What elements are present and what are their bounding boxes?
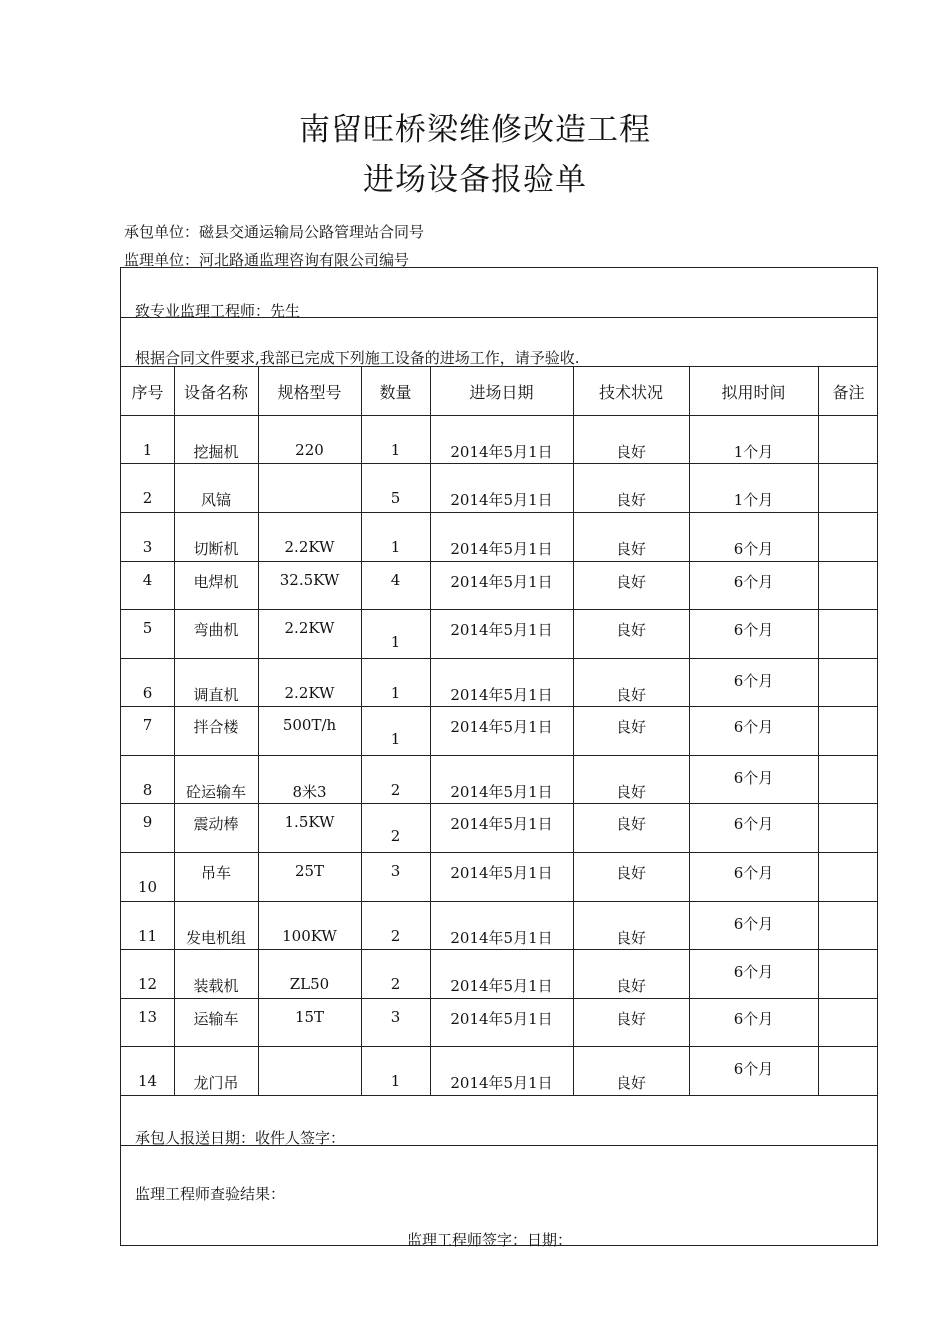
- cell-entry-date: 2014年5月1日: [450, 1010, 553, 1028]
- cell-spec: 100KW: [282, 927, 337, 945]
- cell-usage-period: 1个月: [733, 443, 774, 461]
- row-divider: [121, 1145, 877, 1146]
- cell-condition: 良好: [615, 491, 646, 509]
- cell-usage-period: 6个月: [733, 1060, 774, 1078]
- engineer-signature-line: 监理工程师签字：日期：: [407, 1231, 573, 1249]
- row-divider: [121, 998, 877, 999]
- cell-quantity: 5: [390, 489, 401, 507]
- cell-condition: 良好: [615, 977, 646, 995]
- cell-condition: 良好: [615, 443, 646, 461]
- column-header: 规格型号: [277, 383, 342, 402]
- cell-seq: 11: [137, 927, 158, 945]
- cell-equipment-name: 切断机: [193, 540, 239, 558]
- cell-entry-date: 2014年5月1日: [450, 718, 553, 736]
- row-divider: [121, 658, 877, 659]
- cell-entry-date: 2014年5月1日: [450, 491, 553, 509]
- cell-entry-date: 2014年5月1日: [450, 621, 553, 639]
- row-divider: [121, 755, 877, 756]
- cell-condition: 良好: [615, 1010, 646, 1028]
- submit-line: 承包人报送日期：收件人签字：: [135, 1129, 346, 1147]
- cell-equipment-name: 弯曲机: [193, 621, 239, 639]
- cell-condition: 良好: [615, 621, 646, 639]
- cell-equipment-name: 吊车: [200, 864, 231, 882]
- cell-usage-period: 6个月: [733, 718, 774, 736]
- column-divider: [818, 366, 819, 1095]
- cell-spec: ZL50: [289, 975, 330, 993]
- cell-usage-period: 6个月: [733, 621, 774, 639]
- cell-quantity: 2: [390, 827, 401, 845]
- cell-spec: 220: [295, 441, 324, 459]
- row-divider: [121, 949, 877, 950]
- cell-entry-date: 2014年5月1日: [450, 1074, 553, 1092]
- cell-equipment-name: 龙门吊: [193, 1074, 239, 1092]
- cell-condition: 良好: [615, 929, 646, 947]
- cell-usage-period: 6个月: [733, 769, 774, 787]
- cell-seq: 5: [142, 619, 153, 637]
- cell-quantity: 1: [390, 441, 401, 459]
- cell-spec: 2.2KW: [284, 684, 335, 702]
- cell-entry-date: 2014年5月1日: [450, 783, 553, 801]
- cell-seq: 9: [142, 813, 153, 831]
- cell-condition: 良好: [615, 573, 646, 591]
- cell-equipment-name: 砼运输车: [185, 783, 246, 801]
- row-divider: [121, 901, 877, 902]
- cell-seq: 2: [142, 489, 153, 507]
- cell-condition: 良好: [615, 864, 646, 882]
- cell-quantity: 1: [390, 730, 401, 748]
- equipment-form: [120, 267, 878, 1249]
- document-subtitle: 进场设备报验单: [363, 162, 587, 198]
- cell-spec: 25T: [294, 862, 325, 880]
- contractor-line: 承包单位：磁县交通运输局公路管理站合同号: [124, 223, 425, 241]
- intro-text: 根据合同文件要求,我部已完成下列施工设备的进场工作，请予验收.: [135, 349, 580, 367]
- column-header: 设备名称: [183, 383, 248, 402]
- cell-condition: 良好: [615, 540, 646, 558]
- cell-quantity: 2: [390, 975, 401, 993]
- cell-spec: 8米3: [292, 783, 327, 801]
- cell-seq: 12: [137, 975, 158, 993]
- to-engineer-line: 致专业监理工程师：先生: [135, 302, 301, 320]
- cell-equipment-name: 风镐: [200, 491, 231, 509]
- cell-seq: 6: [142, 684, 153, 702]
- cell-quantity: 3: [390, 1008, 401, 1026]
- row-divider: [121, 1095, 877, 1096]
- cell-usage-period: 6个月: [733, 864, 774, 882]
- cell-usage-period: 6个月: [733, 540, 774, 558]
- cell-condition: 良好: [615, 718, 646, 736]
- cell-condition: 良好: [615, 815, 646, 833]
- supervisor-line: 监理单位：河北路通监理咨询有限公司编号: [124, 251, 410, 269]
- row-divider: [121, 852, 877, 853]
- cell-spec: 500T/h: [282, 716, 337, 734]
- cell-condition: 良好: [615, 1074, 646, 1092]
- row-divider: [121, 706, 877, 707]
- cell-spec: 2.2KW: [284, 619, 335, 637]
- cell-entry-date: 2014年5月1日: [450, 686, 553, 704]
- cell-usage-period: 6个月: [733, 1010, 774, 1028]
- cell-entry-date: 2014年5月1日: [450, 929, 553, 947]
- cell-seq: 8: [142, 781, 153, 799]
- column-header: 技术状况: [598, 383, 663, 402]
- column-header: 序号: [131, 383, 164, 402]
- row-divider: [121, 512, 877, 513]
- cell-usage-period: 1个月: [733, 491, 774, 509]
- column-header: 数量: [379, 383, 412, 402]
- cell-equipment-name: 发电机组: [185, 929, 246, 947]
- cell-seq: 1: [142, 441, 153, 459]
- cell-seq: 13: [137, 1008, 158, 1026]
- cell-quantity: 2: [390, 781, 401, 799]
- cell-equipment-name: 装载机: [193, 977, 239, 995]
- cell-equipment-name: 调直机: [193, 686, 239, 704]
- cell-usage-period: 6个月: [733, 815, 774, 833]
- cell-quantity: 1: [390, 684, 401, 702]
- cell-equipment-name: 运输车: [193, 1010, 239, 1028]
- cell-quantity: 4: [390, 571, 401, 589]
- cell-quantity: 1: [390, 633, 401, 651]
- cell-quantity: 1: [390, 1072, 401, 1090]
- cell-usage-period: 6个月: [733, 573, 774, 591]
- cell-usage-period: 6个月: [733, 672, 774, 690]
- cell-seq: 10: [137, 878, 158, 896]
- cell-condition: 良好: [615, 783, 646, 801]
- cell-usage-period: 6个月: [733, 963, 774, 981]
- row-divider: [121, 803, 877, 804]
- cell-equipment-name: 挖掘机: [193, 443, 239, 461]
- row-divider: [121, 609, 877, 610]
- cell-entry-date: 2014年5月1日: [450, 573, 553, 591]
- cell-seq: 3: [142, 538, 153, 556]
- cell-seq: 7: [142, 716, 153, 734]
- cell-entry-date: 2014年5月1日: [450, 815, 553, 833]
- row-divider: [121, 1046, 877, 1047]
- cell-equipment-name: 电焊机: [193, 573, 239, 591]
- cell-spec: 2.2KW: [284, 538, 335, 556]
- cell-quantity: 1: [390, 538, 401, 556]
- cell-spec: 15T: [294, 1008, 325, 1026]
- row-divider: [121, 561, 877, 562]
- cell-seq: 14: [137, 1072, 158, 1090]
- cell-usage-period: 6个月: [733, 915, 774, 933]
- row-divider: [121, 317, 877, 318]
- cell-condition: 良好: [615, 686, 646, 704]
- column-header: 进场日期: [469, 383, 534, 402]
- inspection-result-label: 监理工程师查验结果：: [135, 1185, 286, 1203]
- cell-quantity: 2: [390, 927, 401, 945]
- cell-equipment-name: 拌合楼: [193, 718, 239, 736]
- cell-entry-date: 2014年5月1日: [450, 977, 553, 995]
- cell-quantity: 3: [390, 862, 401, 880]
- cell-spec: 1.5KW: [284, 813, 335, 831]
- cell-entry-date: 2014年5月1日: [450, 540, 553, 558]
- cell-entry-date: 2014年5月1日: [450, 864, 553, 882]
- column-header: 拟用时间: [721, 383, 786, 402]
- cell-seq: 4: [142, 571, 153, 589]
- row-divider: [121, 366, 877, 367]
- cell-equipment-name: 震动棒: [193, 815, 239, 833]
- cell-spec: 32.5KW: [279, 571, 340, 589]
- cell-entry-date: 2014年5月1日: [450, 443, 553, 461]
- row-divider: [121, 463, 877, 464]
- row-divider: [121, 415, 877, 416]
- column-header: 备注: [832, 383, 865, 402]
- document-title: 南留旺桥梁维修改造工程: [299, 112, 651, 148]
